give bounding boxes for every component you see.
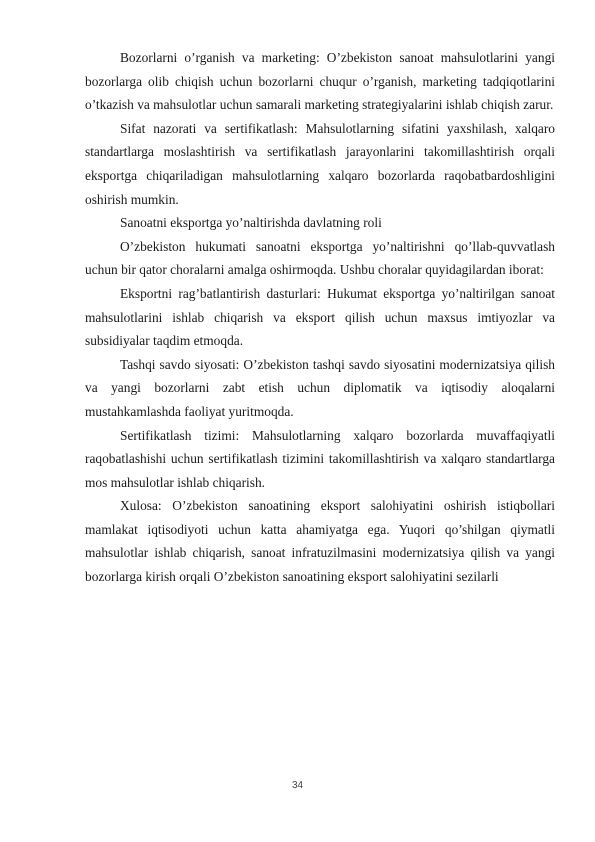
paragraph-government-measures: O’zbekiston hukumati sanoatni eksportga yo’naltirishni qo’llab-quvvatlash uchun bir qator choralarni amalga oshirmoqda. Ushbu choralar quyidagilardan iborat: [85, 238, 555, 278]
paragraph-export-incentives: Eksportni rag’batlantirish dasturlari: Hukumat eksportga yo’naltirilgan sanoat mahsulotlarini ishlab chiqarish va eksport qilish uchun maxsus imtiyozlar va subsidiyalar taqdim etmoqda. [85, 285, 555, 349]
document-body [85, 46, 555, 589]
page-number: 34 [291, 780, 304, 791]
paragraph-conclusion: Xulosa: O’zbekiston sanoatining eksport salohiyatini oshirish istiqbollari mamlakat iqtisodiyoti uchun katta ahamiyatga ega. Yuqori qo’shilgan qiymatli mahsulotlar ishlab chiqarish, sanoat infratuzilmasini modernizatsiya qilish va yangi bozorlarga kirish orqali O’zbekiston sanoatining eksport salohiyatini sezilarli [85, 498, 555, 585]
paragraph-quality-control: Sifat nazorati va sertifikatlash: Mahsulotlarning sifatini yaxshilash, xalqaro standartlarga moslashtirish va sertifikatlash jarayonlarini takomillashtirish orqali eksportga chiqariladigan mahsulotlarning xalqaro bozorlarda raqobatbardoshligini oshirish mumkin. [85, 120, 555, 207]
section-heading-state-role: Sanoatni eksportga yo’naltirishda davlatning roli [120, 215, 382, 231]
paragraph-foreign-trade-policy: Tashqi savdo siyosati: O’zbekiston tashqi savdo siyosatini modernizatsiya qilish va yangi bozorlarni zabt etish uchun diplomatik va iqtisodiy aloqalarni mustahkamlashda faoliyat yuritmoqda. [85, 356, 555, 419]
paragraph-certification-system: Sertifikatlash tizimi: Mahsulotlarning xalqaro bozorlarda muvaffaqiyatli raqobatlashishi uchun sertifikatlash tizimini takomillashtirish va xalqaro standartlarga mos mahsulotlar ishlab chiqarish. [85, 427, 555, 490]
paragraph-market-research: Bozorlarni o’rganish va marketing: O’zbekiston sanoat mahsulotlarini yangi bozorlarga olib chiqish uchun bozorlarni chuqur o’rganish, marketing tadqiqotlarini o’tkazish va mahsulotlar uchun samarali marketing strategiyalarini ishlab chiqish zarur. [85, 50, 555, 113]
